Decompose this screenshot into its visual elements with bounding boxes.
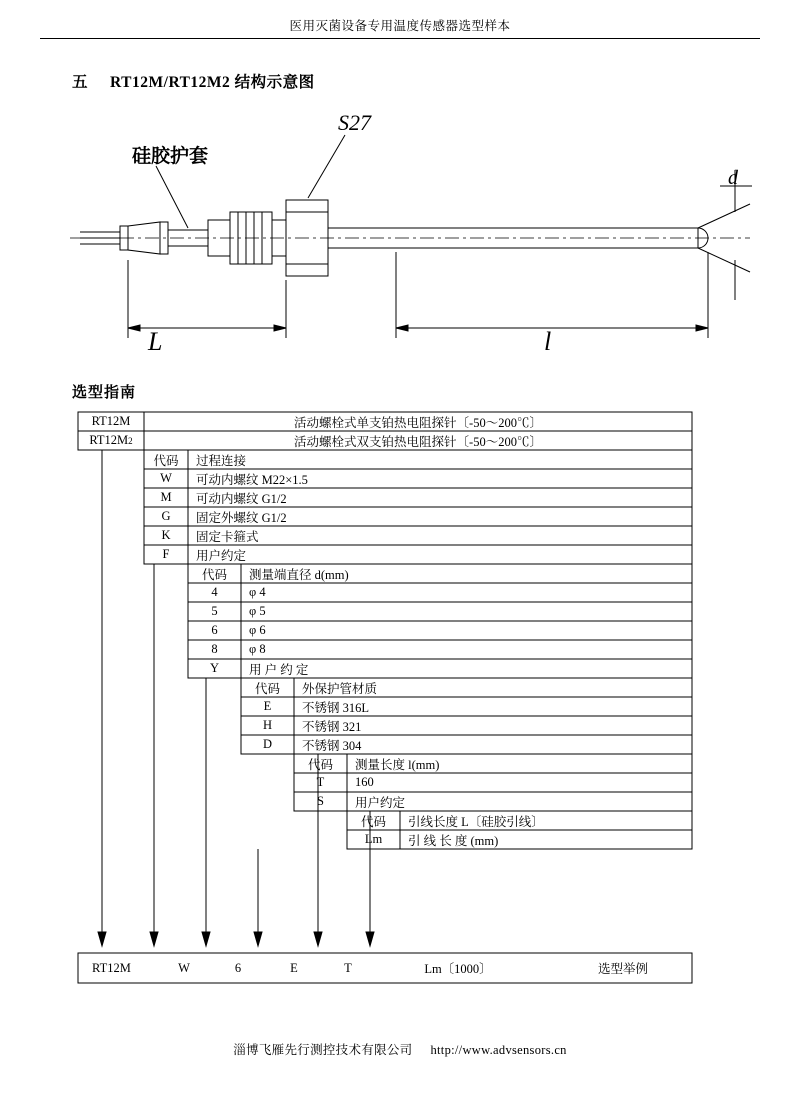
header-divider <box>40 38 760 39</box>
process-connection-code-g: G <box>161 509 171 523</box>
length-code-s: S <box>317 794 324 808</box>
example-model: RT12M <box>92 960 131 975</box>
diameter-desc-4: φ 4 <box>249 585 266 599</box>
lead-header-desc: 引线长度 L〔硅胶引线〕 <box>408 814 544 829</box>
diameter-desc-8: φ 8 <box>249 642 266 656</box>
label-L: L <box>148 327 163 356</box>
model-desc-rt12m: 活动螺栓式单支铂热电阻探针〔-50〜200℃〕 <box>294 415 542 430</box>
length-code-t: T <box>316 775 325 789</box>
model-code-rt12m2 <box>78 431 144 450</box>
model-code-rt12m2-base: RT12M <box>89 433 129 447</box>
diameter-header-code: 代码 <box>201 567 227 582</box>
lead-desc-lm: 引 线 长 度 (mm) <box>408 833 499 848</box>
section-number: 五 <box>72 74 89 91</box>
process-connection-code-w: W <box>160 471 172 485</box>
diameter-desc-5: φ 5 <box>249 604 266 618</box>
process-connection-desc-f: 用户约定 <box>196 548 247 563</box>
example-diameter: 6 <box>234 960 242 975</box>
example-lead: Lm〔1000〕 <box>424 962 492 976</box>
example-material: E <box>290 960 298 975</box>
process-connection-desc-m: 可动内螺纹 G1/2 <box>196 491 287 506</box>
sheath-code-h: H <box>262 718 273 732</box>
sheath-header-code: 代码 <box>254 681 280 696</box>
sheath-code-e: E <box>263 699 272 713</box>
label-silicone-sleeve: 硅胶护套 <box>132 146 209 167</box>
process-connection-header-desc: 过程连接 <box>196 453 247 468</box>
example-connection: W <box>178 960 190 975</box>
selection-guide-title: 选型指南 <box>72 385 137 401</box>
structure-diagram <box>60 100 760 370</box>
sheath-desc-e: 不锈钢 316L <box>302 700 370 715</box>
length-header-code: 代码 <box>307 757 333 772</box>
sheath-desc-h: 不锈钢 321 <box>302 719 362 734</box>
process-connection-desc-k: 固定卡箍式 <box>196 529 259 544</box>
diameter-code-5: 5 <box>211 604 218 618</box>
length-desc-t: 160 <box>355 775 374 789</box>
length-desc-s: 用户约定 <box>355 795 406 810</box>
sheath-code-d: D <box>262 737 273 751</box>
section-title-text: RT12M/RT12M2 结构示意图 <box>110 74 315 91</box>
label-diameter: d <box>728 167 738 189</box>
example-note: 选型举例 <box>597 962 648 976</box>
page-footer <box>40 1040 760 1058</box>
diameter-code-4: 4 <box>211 585 218 599</box>
footer-url[interactable]: http://www.advsensors.cn <box>430 1043 567 1057</box>
process-connection-desc-g: 固定外螺纹 G1/2 <box>196 510 287 525</box>
footer-company: 淄博飞雁先行测控技术有限公司 <box>233 1043 413 1057</box>
process-connection-header-code: 代码 <box>153 453 179 468</box>
diameter-desc-y: 用 户 约 定 <box>249 662 309 677</box>
length-header-desc: 测量长度 l(mm) <box>355 757 440 772</box>
sheath-header-desc: 外保护管材质 <box>302 681 378 696</box>
diameter-code-6: 6 <box>211 623 218 637</box>
process-connection-code-k: K <box>161 528 171 542</box>
process-connection-desc-w: 可动内螺纹 M22×1.5 <box>196 472 308 487</box>
diameter-desc-6: φ 6 <box>249 623 266 637</box>
lead-header-code: 代码 <box>360 814 386 829</box>
page-title <box>72 70 315 92</box>
diameter-header-desc: 测量端直径 d(mm) <box>249 567 349 582</box>
label-hex-size: S27 <box>338 110 371 135</box>
model-code-rt12m: RT12M <box>91 414 131 428</box>
example-length: T <box>344 960 352 975</box>
page-header: 医用灭菌设备专用温度传感器选型样本 <box>289 19 511 33</box>
selection-guide <box>78 412 692 992</box>
sheath-desc-d: 不锈钢 304 <box>302 738 362 753</box>
process-connection-code-m: M <box>160 490 172 504</box>
model-desc-rt12m2: 活动螺栓式双支铂热电阻探针〔-50〜200℃〕 <box>294 434 542 449</box>
label-l: l <box>544 327 552 356</box>
lead-code-lm: Lm <box>364 832 383 846</box>
model-code-rt12m2-sub: 2 <box>128 435 133 446</box>
process-connection-code-f: F <box>162 547 170 561</box>
diameter-code-y: Y <box>209 661 220 675</box>
diameter-code-8: 8 <box>211 642 218 656</box>
